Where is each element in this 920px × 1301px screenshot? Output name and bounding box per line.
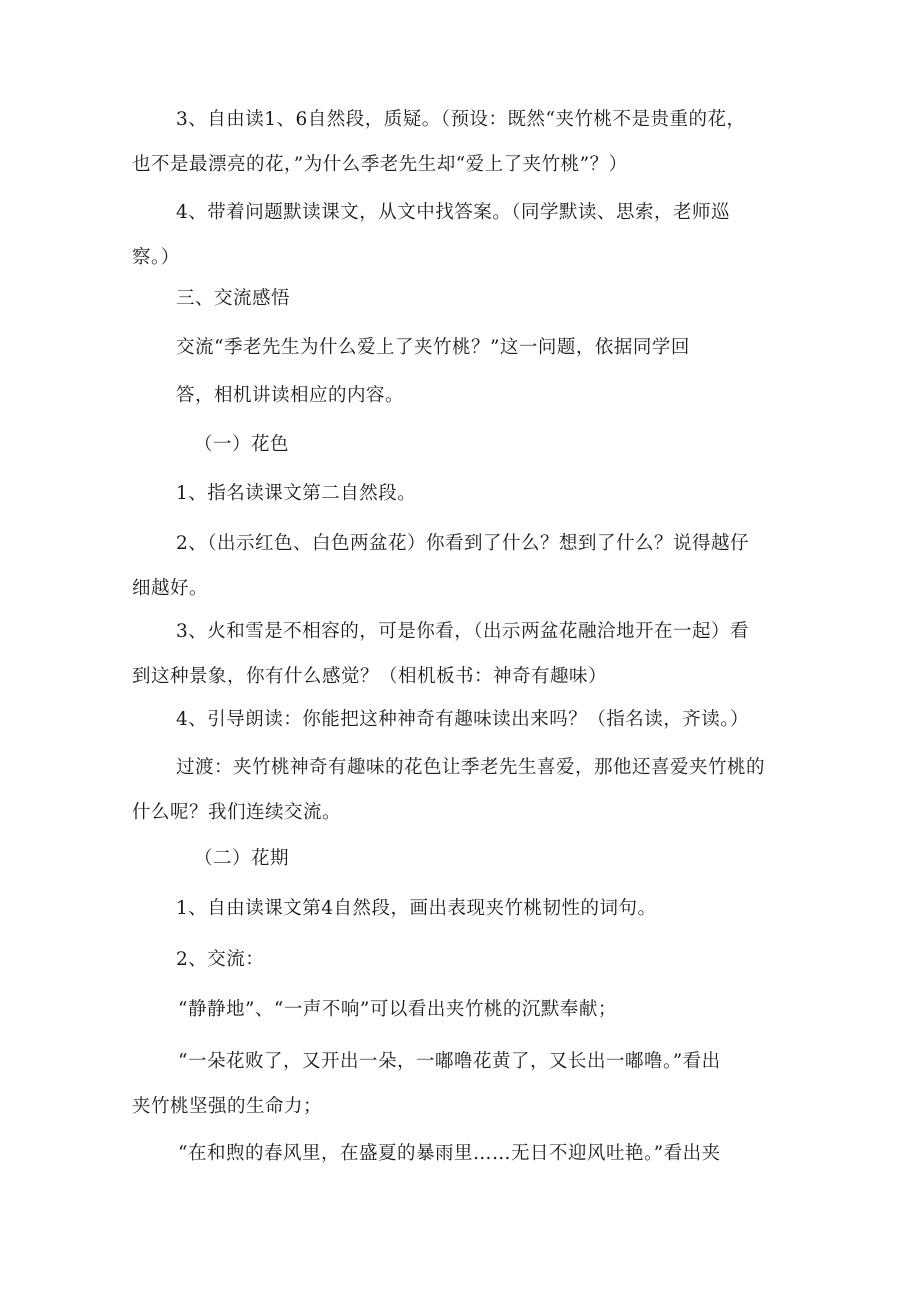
paragraph-transition	[132, 745, 797, 835]
paragraph-quote-3	[132, 1131, 797, 1176]
paragraph-quote-2	[132, 1039, 797, 1129]
paragraph-exchange-2	[132, 937, 797, 982]
text-line: 也不是最漂亮的花，”为什么季老先生却“爱上了夹竹桃”？）	[132, 154, 628, 175]
text-line: “一朵花败了，又开出一朵，一嘟噜花黄了，又长出一嘟噜。”看出	[178, 1051, 721, 1072]
text-line: 细越好。	[132, 578, 209, 599]
paragraph-exchange	[132, 325, 797, 370]
subheading-text: （一）花色	[194, 434, 290, 455]
paragraph-question-3	[132, 97, 797, 187]
text-line: 察。）	[132, 247, 180, 268]
subsection-flowering-period	[132, 836, 797, 881]
paragraph-read-4	[132, 886, 797, 931]
text-line: 什么呢？我们连续交流。	[132, 802, 342, 823]
text-line: 2、交流：	[176, 949, 265, 970]
text-line: 2、（出示红色、白色两盆花）你看到了什么？想到了什么？说得越仔	[176, 533, 750, 554]
text-line: 到这种景象，你有什么感觉？（相机板书：神奇有趣味）	[132, 666, 608, 687]
text-line: 3、自由读1、6自然段，质疑。（预设：既然“夹竹桃不是贵重的花，	[176, 109, 746, 130]
text-line: 交流“季老先生为什么爱上了夹竹桃？”这一问题，依据同学回	[176, 337, 690, 358]
text-line: “在和煦的春风里，在盛夏的暴雨里……无日不迎风吐艳。”看出夹	[178, 1143, 721, 1164]
paragraph-item-3	[132, 609, 797, 699]
paragraph-quote-1	[132, 987, 797, 1032]
paragraph-exchange-cont	[132, 373, 797, 418]
paragraph-item-2	[132, 521, 797, 611]
heading-text: 三、交流感悟	[176, 288, 291, 309]
text-line: 1、自由读课文第4自然段，画出表现夹竹桃韧性的词句。	[176, 898, 657, 919]
paragraph-item-4	[132, 697, 797, 742]
paragraph-item-1	[132, 471, 797, 516]
text-line: 过渡：夹竹桃神奇有趣味的花色让季老先生喜爱，那他还喜爱夹竹桃的	[176, 757, 766, 778]
text-line: 1、指名读课文第二自然段。	[176, 483, 417, 504]
text-line: 4、带着问题默读课文，从文中找答案。（同学默读、思索，老师巡	[176, 202, 731, 223]
text-line: 答，相机讲读相应的内容。	[176, 385, 405, 406]
paragraph-step-4	[132, 190, 797, 280]
text-line: “静静地”、“一声不响”可以看出夹竹桃的沉默奉献；	[178, 999, 617, 1020]
text-line: 3、火和雪是不相容的，可是你看，（出示两盆花融洽地开在一起）看	[176, 621, 750, 642]
section-heading-3	[132, 276, 797, 321]
text-line: 夹竹桃坚强的生命力；	[132, 1096, 323, 1117]
subheading-text: （二）花期	[194, 848, 290, 869]
text-line: 4、引导朗读：你能把这种神奇有趣味读出来吗？（指名读，齐读。）	[176, 709, 750, 730]
subsection-flower-color	[132, 422, 797, 467]
